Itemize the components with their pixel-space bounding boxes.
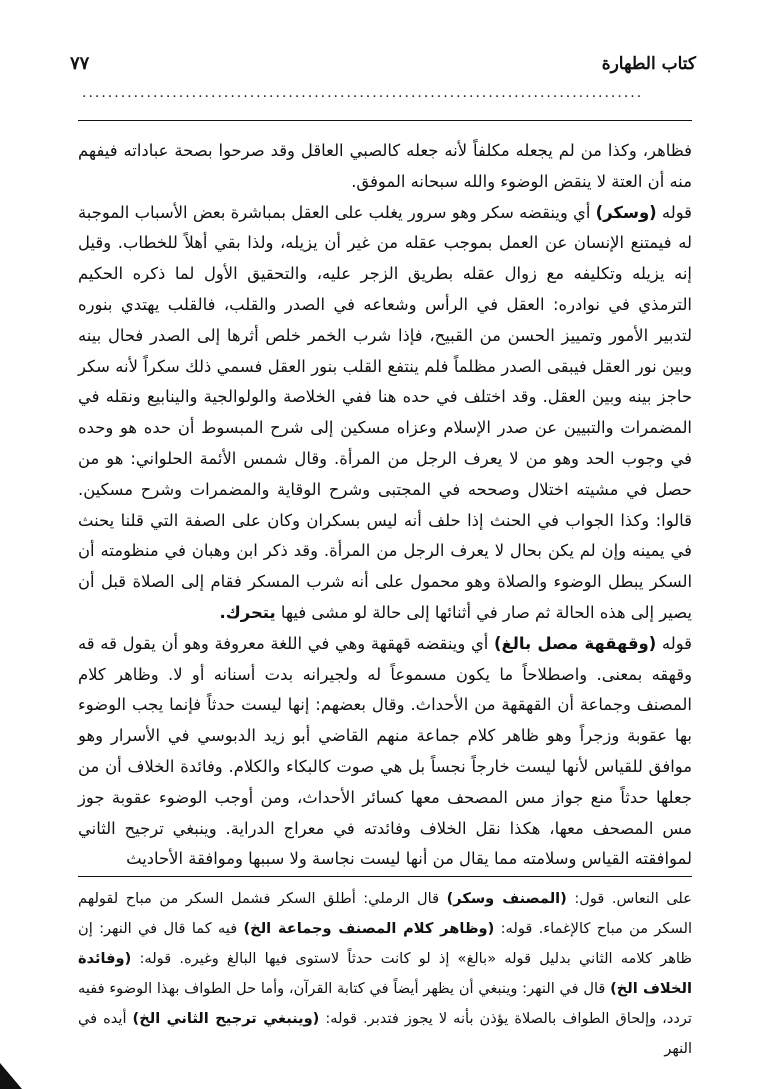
footnote-part-4: قال في النهر: وينبغي أن يظهر أيضاً في كتابة القرآن، وأما حل الطواف بهذا الوضوء ففيه تردد، وإلحاق الطواف بالصلاة يؤذن بأنه لا يجوز فتدبر. قوله: — [78, 980, 692, 1027]
footnote-part-2: قال الرملي: أطلق السكر فشمل السكر من مباح لقولهم السكر من مباح كالإغماء. قوله: — [78, 890, 692, 937]
paragraph-3-heading: (وقهقهة مصل بالغ) — [494, 633, 657, 653]
footnote-part-5: أيده في النهر — [78, 1010, 692, 1057]
footnote-heading-2: (وظاهر كلام المصنف وجماعة الخ) — [243, 920, 495, 937]
page-corner-mark — [0, 1063, 22, 1089]
dotted-line: ....................................................................................... — [82, 85, 644, 101]
page-number: ٧٧ — [70, 53, 90, 74]
paragraph-2-text: أي وينقضه سكر وهو سرور يغلب على العقل بمباشرة بعض الأسباب الموجبة له فيمتنع الإنسان عن العمل بموجب عقله من غير أن يزيله، ولذا بقي أهلاً للخطاب. وقيل إنه يزيله وتكليفه مع زوال عقله بطريق الزجر عليه، والتحقيق الأول لما ذكره الحكيم الترمذي في نوادره: العقل في الرأس وشعاعه في الصدر والقلب، فالقلب يهتدي بنوره لتدبير الأمور وتمييز الحسن من القبيح، فإذا شرب الخمر خلص أثرها إلى الصدر فحال بينه وبين نور العقل فيبقى الصدر مظلماً فلم ينتفع القلب بنور العقل فسمي ذلك سكراً لأنه سكر حاجز بينه وبين العقل. وقد اختلف في حده هنا ففي الخلاصة والولوالجية والينابيع ونقله في المضمرات والتبيين عن صدر الإسلام وعزاه مسكين إلى شرح المبسوط أن حده هو وحده في وجوب الحد وهو من لا يعرف الرجل من المرأة. وقال شمس الأئمة الحلواني: هو من حصل في مشيته اختلال وصححه في المجتبى وشرح الوقاية والمضمرات وشرح مسكين. قالوا: وكذا الجواب في الحنث إذا حلف أنه ليس بسكران وكان على الصفة التي قلنا يحنث في يمينه وإن لم يكن بحال لا يعرف الرجل من المرأة. وقد ذكر ابن وهبان في منظومته أن السكر يبطل الوضوء والصلاة وهو محمول على أنه شرب المسكر فقام إلى الصلاة قبل أن يصير إلى هذه الحالة ثم صار في أثنائها إلى حالة لو مشى فيها — [78, 202, 692, 622]
paragraph-1: فظاهر، وكذا من لم يجعله مكلفاً لأنه جعله كالصبي العاقل وقد صرحوا بصحة عباداته فيفهم منه أن العتة لا ينقض الوضوء والله سبحانه الموفق. — [78, 141, 692, 191]
main-text — [78, 136, 692, 875]
chapter-title: كتاب الطهارة — [601, 54, 696, 74]
paragraph-2-heading: (وسكر) — [595, 202, 657, 222]
paragraph-2-tail: يتحرك. — [219, 602, 276, 622]
paragraph-3-text: أي وينقضه قهقهة وهي في اللغة معروفة وهو أن يقول قه قه وقهقه بمعنى. واصطلاحاً ما يكون مسموعاً له ولجيرانه بدت أسنانه أو لا. وظاهر كلام المصنف وجماعة أن القهقهة من الأحداث. وقال بعضهم: إنها ليست حدثاً فإنما يجب الوضوء بها عقوبة وزجراً وهو ظاهر كلام جماعة منهم القاضي أبو زيد الدبوسي في الأسرار وهو موافق للقياس لأنها ليست خارجاً نجساً بل هي صوت كالبكاء والكلام. وفائدة الخلاف أن من جعلها حدثاً منع جواز مس المصحف معها كسائر الأحداث، ومن أوجب الوضوء عقوبة جوز مس المصحف معها، هكذا نقل الخلاف وفائدته في معراج الدراية. وينبغي ترجيح الثاني لموافقته القياس وسلامته مما يقال من أنها ليست نجاسة ولا سببها وموافقة الأحاديث — [78, 633, 692, 869]
footnote-rule — [78, 876, 692, 877]
footnote-heading-3: (وفائدة الخلاف الخ) — [78, 950, 692, 997]
paragraph-2 — [78, 198, 692, 629]
footnote-heading-4: (وينبغي ترجيح الثاني الخ) — [132, 1010, 320, 1027]
paragraph-3 — [78, 629, 692, 875]
header-rule — [78, 120, 692, 121]
footnote-heading-1: (المصنف وسكر) — [446, 890, 567, 907]
paragraph-3-lead: قوله — [656, 633, 692, 653]
footnote-part-1: على النعاس. قول: — [566, 890, 692, 907]
footnote-part-3: فيه كما قال في النهر: إن ظاهر كلامه الثاني بدليل قوله «بالغ» إذ لو كانت حدثاً لاستوى فيها البالغ وغيره. قوله: — [78, 920, 692, 967]
footnote-text — [78, 884, 692, 1064]
page-header — [70, 40, 696, 74]
paragraph-2-lead: قوله — [656, 202, 693, 222]
